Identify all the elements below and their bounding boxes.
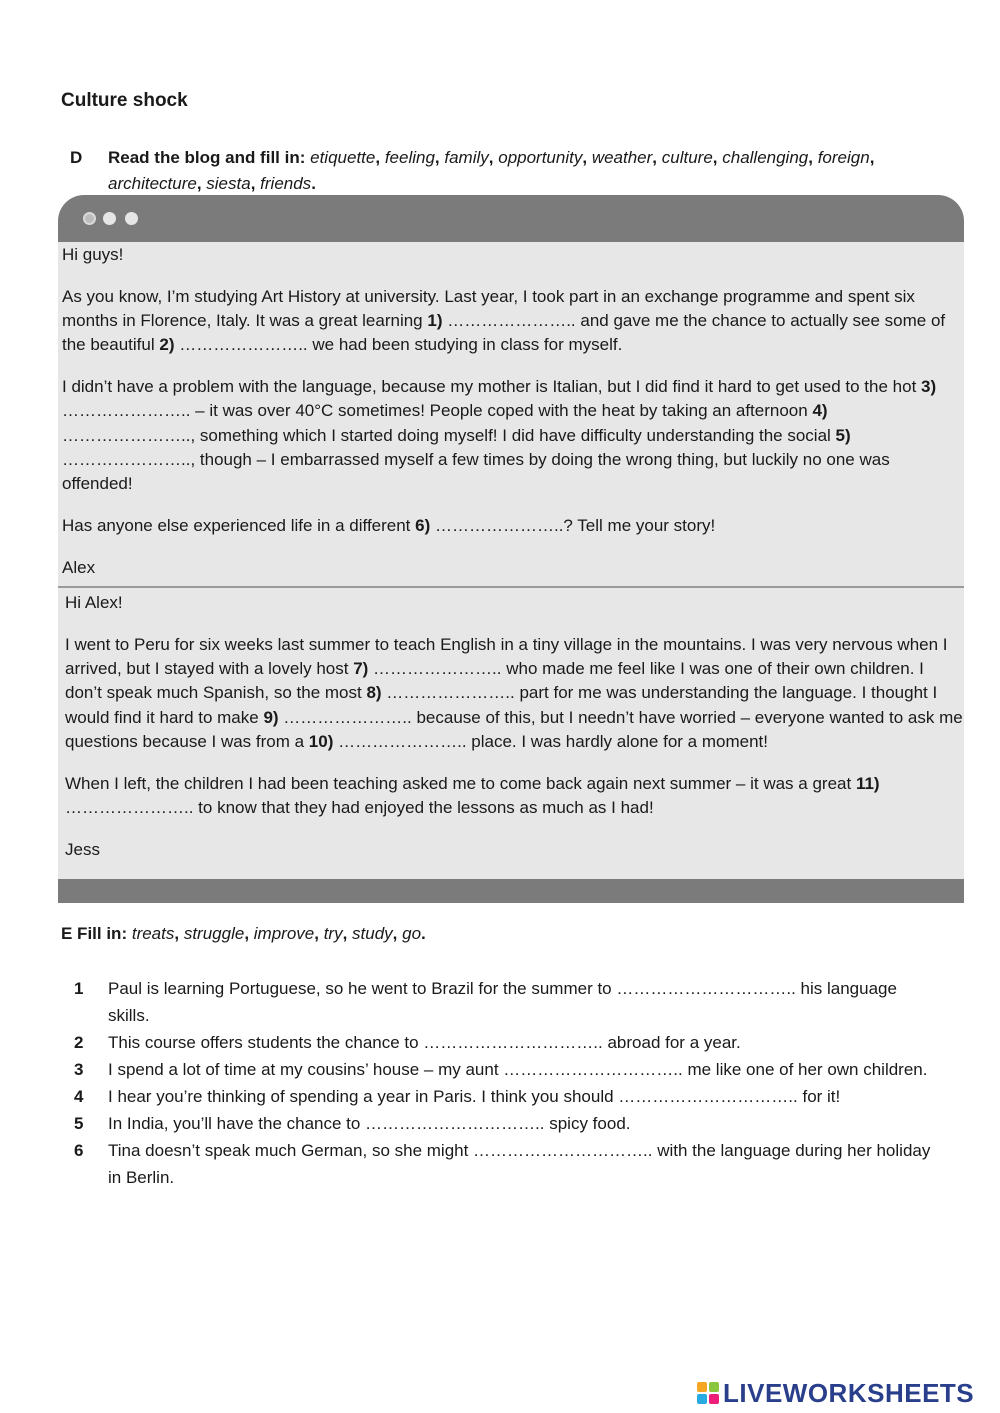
exercise-e-items (61, 975, 941, 1191)
word-option: study (352, 924, 393, 943)
blank-number: 11) (855, 773, 880, 793)
item-text: Tina doesn’t speak much German, so she might ………………………….. with the language during her holiday in Berlin. (108, 1141, 931, 1187)
item-text: Paul is learning Portuguese, so he went to Brazil for the summer to ………………………….. his language skills. (108, 979, 897, 1025)
word-option: treats (131, 924, 175, 943)
exercise-d-letter: D (70, 148, 83, 167)
word-option: go (402, 924, 422, 943)
item-text: This course offers students the chance to ………………………….. abroad for a year. (108, 1033, 741, 1052)
word-separator: , (652, 148, 662, 167)
word-option: architecture (108, 174, 197, 193)
word-separator: , (375, 148, 385, 167)
exercise-e-label: E Fill in: (61, 924, 128, 943)
word-separator: , (712, 148, 723, 167)
exercise-item (61, 1110, 941, 1137)
word-separator: . (311, 174, 316, 193)
word-option: culture (661, 148, 713, 167)
item-text: I spend a lot of time at my cousins’ house – my aunt ………………………….. me like one of her own children. (108, 1060, 928, 1079)
item-number: 3 (74, 1060, 84, 1079)
blank-number: 2) (159, 335, 175, 355)
item-text: In India, you’ll have the chance to ………………………….. spicy food. (108, 1114, 631, 1133)
word-option: feeling (384, 148, 435, 167)
exercise-d-instructions (61, 145, 941, 197)
logo-square (697, 1382, 707, 1392)
item-number: 1 (74, 979, 84, 998)
word-option: challenging (722, 148, 809, 167)
item-number: 6 (74, 1141, 84, 1160)
exercise-item (61, 1056, 941, 1083)
word-separator: , (196, 174, 207, 193)
word-separator: , (342, 924, 353, 943)
word-separator: , (434, 148, 445, 167)
blog-post-alex (62, 243, 962, 580)
word-separator: , (244, 924, 254, 943)
blank-number: 5) (835, 425, 851, 445)
item-number: 4 (74, 1087, 84, 1106)
word-separator: , (808, 148, 818, 167)
blank-number: 4) (812, 401, 828, 421)
word-separator: . (421, 924, 426, 943)
blank-number: 6) (415, 516, 431, 536)
word-option: weather (591, 148, 653, 167)
word-option: opportunity (498, 148, 583, 167)
word-option: try (323, 924, 343, 943)
post-signoff: Jess (65, 839, 100, 859)
post-paragraph: When I left, the children I had been teaching asked me to come back again next summer – it was a great 11) ………………….. to know that they had enjoyed the lessons as much as I had! (65, 773, 880, 818)
post-divider (58, 586, 964, 588)
word-option: struggle (183, 924, 245, 943)
word-separator: , (869, 148, 875, 167)
post-greeting: Hi Alex! (65, 593, 123, 612)
window-dot-icon (125, 212, 138, 225)
post-paragraph: I didn’t have a problem with the language, because my mother is Italian, but I did find it hard to get used to the hot 3) ………………….. – it was over 40°C sometimes! People coped with the heat by taking an afternoon 4) ………………….., something which I started doing myself! I did have difficulty understanding the social 5) ………………….., though – I embarrassed myself a few times by doing the wrong thing, but luckily no one was offended! (62, 377, 937, 494)
item-number: 2 (74, 1033, 84, 1052)
blank-number: 10) (308, 731, 334, 751)
blank-number: 1) (427, 311, 443, 331)
exercise-e-word-list (132, 924, 426, 943)
item-text: I hear you’re thinking of spending a year in Paris. I think you should ………………………….. for it! (108, 1087, 841, 1106)
logo-square (709, 1394, 719, 1404)
logo-icon (697, 1382, 719, 1404)
word-separator: , (582, 148, 592, 167)
item-number: 5 (74, 1114, 84, 1133)
word-option: family (444, 148, 489, 167)
logo-square (709, 1382, 719, 1392)
blog-window (58, 195, 964, 903)
liveworksheets-logo (697, 1378, 974, 1408)
post-paragraph: I went to Peru for six weeks last summer to teach English in a tiny village in the mountains. I was very nervous when I arrived, but I stayed with a lovely host 7) ………………….. who made me feel like I was one of their own children. I don’t speak much Spanish, so the most 8) ………………….. part for me was understanding the language. I thought I would find it hard to make 9) ………………….. because of this, but I needn’t have worried – everyone wanted to ask me questions because I was from a 10) ………………….. place. I was hardly alone for a moment! (65, 634, 963, 751)
post-greeting: Hi guys! (62, 245, 124, 264)
word-option: etiquette (310, 148, 376, 167)
blank-number: 3) (921, 377, 937, 397)
word-separator: , (174, 924, 184, 943)
blank-number: 7) (353, 659, 369, 679)
blog-window-title-bar (58, 195, 964, 242)
window-dot-icon (103, 212, 116, 225)
word-option: friends (260, 174, 312, 193)
post-paragraph: As you know, I’m studying Art History at university. Last year, I took part in an exchange programme and spent six months in Florence, Italy. It was a great learning 1) ………………….. and gave me the chance to actually see some of the beautiful 2) ………………….. we had been studying in class for myself. (62, 286, 946, 355)
exercise-item (61, 1083, 941, 1110)
page-title: Culture shock (61, 90, 188, 111)
blank-number: 8) (366, 683, 382, 703)
word-option: siesta (206, 174, 251, 193)
post-paragraph: Has anyone else experienced life in a different 6) …………………..? Tell me your story! (62, 516, 716, 536)
window-dot-icon (83, 212, 96, 225)
logo-square (697, 1394, 707, 1404)
word-option: foreign (817, 148, 870, 167)
exercise-item (61, 1029, 941, 1056)
exercise-d-instruction: Read the blog and fill in: (108, 148, 306, 167)
blank-number: 9) (263, 707, 279, 727)
logo-text: LIVEWORKSHEETS (723, 1377, 975, 1408)
word-separator: , (392, 924, 403, 943)
word-separator: , (488, 148, 499, 167)
exercise-item (61, 1137, 941, 1191)
word-option: improve (253, 924, 315, 943)
exercise-item (61, 975, 941, 1029)
blog-window-bottom-bar (58, 879, 964, 903)
word-separator: , (250, 174, 261, 193)
exercise-e-instructions (61, 924, 426, 944)
word-separator: , (314, 924, 324, 943)
post-signoff: Alex (62, 557, 96, 577)
blog-post-jess (65, 591, 963, 862)
